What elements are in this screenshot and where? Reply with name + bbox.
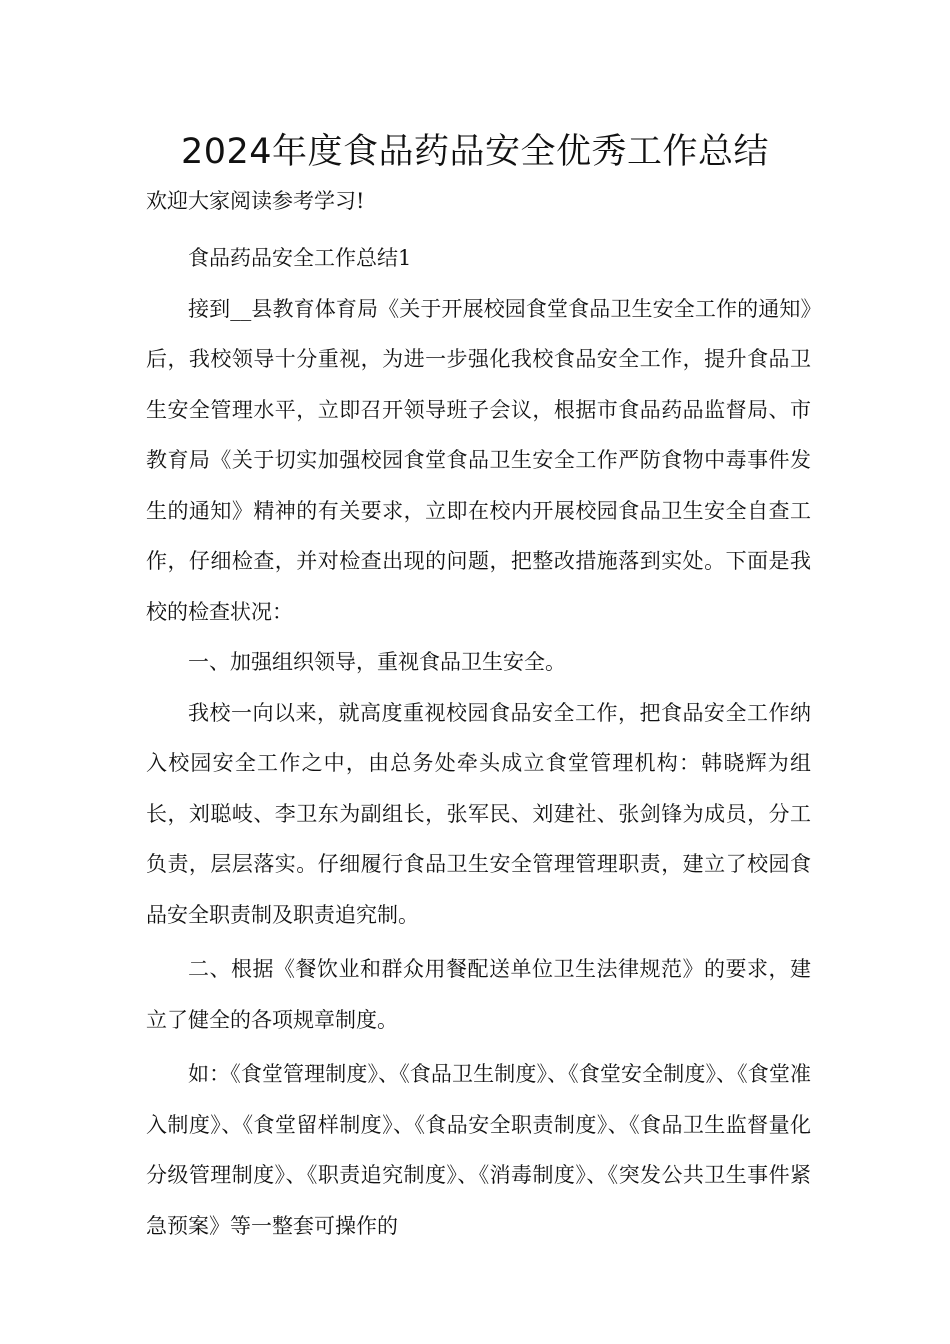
document-body [146, 233, 811, 1251]
paragraph: 如：《食堂管理制度》、《食品卫生制度》、《食堂安全制度》、《食堂准入制度》、《食堂留样制度》、《食品安全职责制度》、《食品卫生监督量化分级管理制度》、《职责追究制度》、《消毒制度》、《突发公共卫生事件紧急预案》等一整套可操作的 [146, 1062, 811, 1238]
paragraph: 一、加强组织领导，重视食品卫生安全。 [188, 650, 566, 674]
paragraph: 我校一向以来，就高度重视校园食品安全工作，把食品安全工作纳入校园安全工作之中，由总务处牵头成立食堂管理机构：韩晓辉为组长，刘聪岐、李卫东为副组长，张军民、刘建社、张剑锋为成员，分工负责，层层落实。仔细履行食品卫生安全管理管理职责，建立了校园食品安全职责制及职责追究制。 [146, 700, 811, 927]
welcome-line: 欢迎大家阅读参考学习! [146, 189, 365, 213]
section-heading: 食品药品安全工作总结1 [188, 246, 412, 270]
document-title: 2024年度食品药品安全优秀工作总结 [180, 132, 770, 172]
paragraph: 二、根据《餐饮业和群众用餐配送单位卫生法律规范》的要求，建立了健全的各项规章制度。 [146, 957, 811, 1032]
paragraph: 接到__县教育体育局《关于开展校园食堂食品卫生安全工作的通知》后，我校领导十分重视，为进一步强化我校食品安全工作，提升食品卫生安全管理水平，立即召开领导班子会议，根据市食品药品监督局、市教育局《关于切实加强校园食堂食品卫生安全工作严防食物中毒事件发生的通知》精神的有关要求，立即在校内开展校园食品卫生安全自查工作，仔细检查，并对检查出现的问题，把整改措施落到实处。下面是我校的检查状况： [146, 296, 811, 624]
